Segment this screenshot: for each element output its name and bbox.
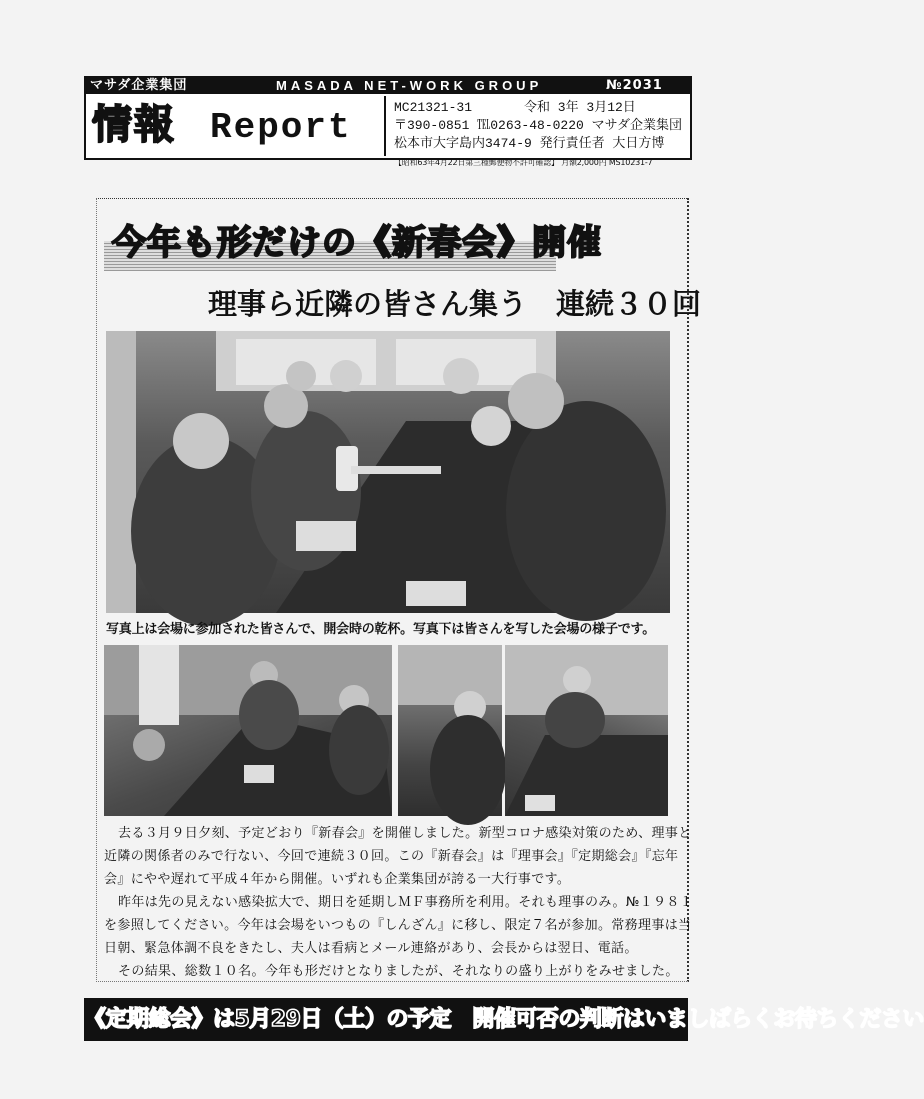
body-line: 昨年は先の見えない感染拡大で、期日を延期しＭＦ事務所を利用。それも理事のみ。№１９８１ [118,895,694,910]
announcement-text: 《定期総会》は5月29日（土）の予定 開催可否の判断はいましばらくお待ちください [84,1007,924,1032]
article-headline: 今年も形だけの《新春会》開催 [112,223,602,263]
masthead-bar [86,78,690,94]
photo-venue-left-illustration [104,645,392,816]
body-line: 近隣の関係者のみで行ない、今回で連続３０回。この『新春会』は『理事会』『定期総会』『忘年 [104,849,679,864]
body-line: 去る３月９日夕刻、予定どおり『新春会』を開催しました。新型コロナ感染対策のため、理事と [118,826,692,841]
body-line: その結果、総数１０名。今年も形だけとなりましたが、それなりの盛り上がりをみせました。 [118,964,679,979]
body-line: 日朝、緊急体調不良をきたし、夫人は看病とメール連絡があり、会長からは翌日、電話。 [104,941,638,956]
masthead-divider [384,96,386,156]
masthead [84,76,692,160]
announcement-banner [84,998,924,1041]
issue-number: №2031 [606,78,663,93]
headline-block [104,215,602,271]
group-name-jp: マサダ企業集団 [90,78,188,93]
publication-code: MC21321-31 [394,100,473,115]
publisher-address: 〒390-0851 ℡0263-48-0220 マサダ企業集団 [394,118,682,133]
photo-toast-illustration [106,331,670,613]
body-line: 会』にやや遅れて平成４年から開催。いずれも企業集団が誇る一大行事です。 [104,872,571,887]
body-line: を参照してください。今年は会場をいつもの『しんざん』に移し、限定７名が参加。常務理事は当 [104,918,692,933]
publisher-city: 松本市大字島内3474-9 発行責任者 大日方博 [394,136,665,151]
masthead-title-en: Report [210,107,352,148]
group-name-en: MASADA NET-WORK GROUP [276,78,543,93]
postal-footnote: 【昭和63年4月22日第三種郵便物不許可確認】 月額2,000円 MS10231-7 [394,158,653,167]
masthead-title-jp: 情報 [92,102,176,148]
photo-toast [106,331,670,613]
photo-caption: 写真上は会場に参加された皆さんで、開会時の乾杯。写真下は皆さんを写した会場の様子です。 [106,622,656,637]
photo-venue-left [104,645,392,816]
article-subheadline: 理事ら近隣の皆さん集う 連続３０回 [208,287,702,321]
photo-venue-center [398,645,502,816]
publication-date: 令和 3年 3月12日 [524,100,636,115]
photo-venue-right [505,645,668,816]
photo-venue-right-illustration [505,645,668,816]
article-body [104,822,694,983]
photo-venue-center-illustration [398,645,502,816]
